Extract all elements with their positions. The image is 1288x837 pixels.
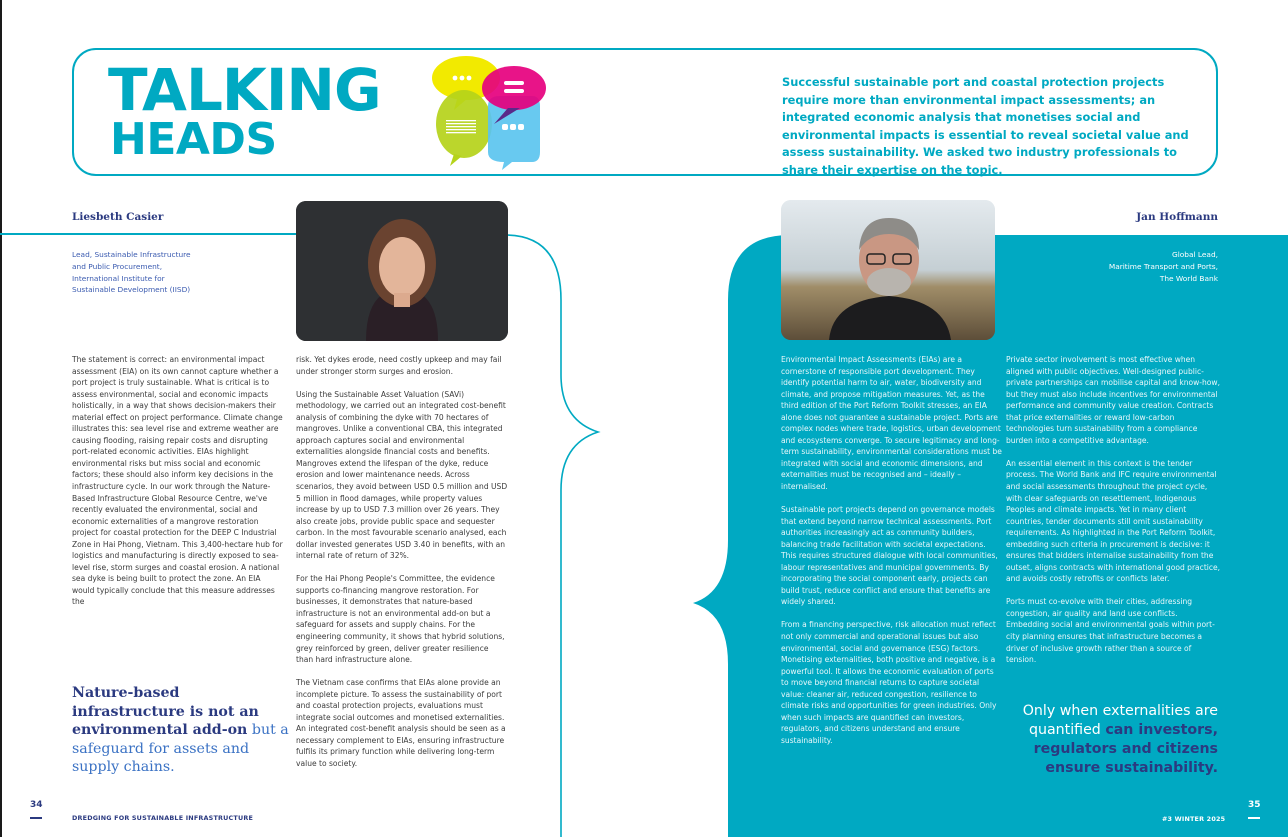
- paragraph: Ports must co-evolve with their cities, addressing congestion, air quality and land use conflicts. Embedding social and environmental goals within port-city planning ensures that infrastructure becomes a driver of inclusive growth rather than a source of tension.: [1006, 597, 1215, 665]
- paragraph: An essential element in this context is the tender process. The World Bank and IFC require environmental and social assessments throughout the project cycle, with clear safeguards on resettlement, Indigenous Peoples and climate impacts. Yet in many client countries, tender documents still omit sustainability requirements. As highlighted in the Port Reform Toolkit, embedding such criteria in procurement is decisive: it ensures that bidders internalise sustainability from the outset, aligns contracts with international good practice, and avoids costly retrofits or conflicts later.: [1006, 458, 1221, 584]
- paragraph: Sustainable port projects depend on governance models that extend beyond narrow technical assessments. Port authorities increasingly act as community builders, balancing trade facilitation with societal expectations. This requires structured dialogue with local communities, labour representatives and municipal governments. By incorporating the social component early, projects can build trust, reduce conflict and ensure that benefits are widely shared.: [781, 505, 998, 607]
- left-footer-label: DREDGING FOR SUSTAINABLE INFRASTRUCTURE: [72, 814, 254, 822]
- title-talking: TALKING: [108, 56, 381, 124]
- left-body-col1: [72, 354, 284, 620]
- paragraph: From a financing perspective, risk allocation must reflect not only commercial and operational issues but also environmental, social and governance (ESG) factors. Monetising externalities, both positive and negative, is a powerful tool. It allows the economic evaluation of ports to move beyond financial returns to capture societal value: cleaner air, reduced congestion, resilience to climate risks and opportunities for green industries. Only when such impacts are quantified can investors, regulators, and citizens understand and ensure sustainability.: [781, 620, 997, 745]
- portrait-photo-icon: [296, 201, 508, 341]
- role-line: Global Lead,: [1171, 250, 1218, 259]
- left-speaker-photo: [296, 201, 508, 341]
- right-speaker-name: Jan Hoffmann: [1136, 211, 1218, 223]
- paragraph: The Vietnam case confirms that EIAs alone provide an incomplete picture. To assess the sustainability of port and coastal protection projects, evaluations must integrate social outcomes and monetised externalities. An integrated cost-benefit analysis should be seen as a necessary complement to EIAs, ensuring infrastructure fulfils its primary function while delivering long-term value to society.: [296, 678, 506, 768]
- right-body-col2: [1006, 354, 1222, 677]
- right-footer-label: #3 WINTER 2025: [1162, 815, 1226, 823]
- paragraph: The statement is correct: an environmental impact assessment (EIA) on its own cannot capture whether a port project is truly sustainable. What is critical is to assess environmental, social and economic impacts holistically, in a way that shows decision-makers their material effect on project performance. Climate change illustrates this: sea level rise and extreme weather are causing flooding, raising repair costs and disrupting port-related economic activities. EIAs highlight environmental risks but miss social and economic factors; these should also inform key decisions in the infrastructure cycle. In our work through the Nature-Based Infrastructure Global Resource Centre, we've recently evaluated the environmental, social and economic externalities of a mangrove restoration project for coastal protection for the DEEP C Industrial Zone in Hai Phong, Vietnam. This 3,400-hectare hub for logistics and manufacturing is directly exposed to sea-level rise, storm surges and coastal erosion. A national sea dyke is being built to protect the zone. An EIA would typically conclude that this measure addresses the: [72, 355, 283, 607]
- pull-quote-strong: can investors, regulators and citizens ensure sustainability.: [1033, 722, 1218, 776]
- paragraph: Private sector involvement is most effective when aligned with public objectives. Well-designed public-private partnerships can mobilise capital and know-how, but they must also include incentives for environmental performance and community value creation. Contracts that price externalities or reward low-carbon technologies turn sustainability from a compliance burden into a competitive advantage.: [1006, 355, 1220, 445]
- paragraph: risk. Yet dykes erode, need costly upkeep and may fail under stronger storm surges and erosion.: [296, 355, 502, 376]
- left-speaker-role: [72, 249, 272, 296]
- pull-quote-light: Only when externalities are quantified: [1022, 703, 1218, 738]
- paragraph: Using the Sustainable Asset Valuation (SAVi) methodology, we carried out an integrated cost-benefit analysis of combining the dyke with 70 hectares of mangroves. Unlike a conventional CBA, this integrated approach captures social and environmental externalities alongside financial costs and benefits. Mangroves extend the lifespan of the dyke, reduce erosion and lower maintenance needs. Across scenarios, they avoid between USD 0.5 million and USD 5 million in flood damages, while property values increase by up to USD 7.3 million over 26 years. They also create jobs, provide public space and sequester carbon. In the most favourable scenario analysed, each dollar invested generates USD 3.40 in benefits, with an internal rate of return of 32%.: [296, 389, 508, 561]
- pull-quote-strong: Nature-based infrastructure is not an environmental add-on: [72, 685, 259, 738]
- left-divider: [0, 233, 296, 235]
- left-body-col2: [296, 354, 508, 781]
- left-pull-quote: [72, 684, 292, 777]
- role-line: and Public Procurement,: [72, 261, 163, 271]
- magenta-bubble: [482, 66, 546, 110]
- left-page-number: 34: [30, 800, 43, 810]
- paragraph: Environmental Impact Assessments (EIAs) are a cornerstone of responsible port development. They identify potential harm to air, water, biodiversity and climate, and propose mitigation measures. Yet, as the third edition of the Port Reform Toolkit stresses, an EIA alone does not guarantee a sustainable project. Ports are complex nodes where trade, logistics, urban development and ecosystems converge. To secure legitimacy and long-term sustainability, environmental considerations must be integrated with social and economic dimensions, and externalities must be recognised and – ideally – internalised.: [781, 355, 1002, 492]
- intro-text: Successful sustainable port and coastal protection projects require more than environmental impact assessments; an integrated economic analysis that monetises social and environmental impacts is essential to reveal societal value and assess sustainability. We asked two industry professionals to share their expertise on the topic.: [782, 75, 1189, 177]
- pull-quote-light: but a safeguard for assets and supply chains.: [72, 722, 289, 775]
- right-page-number: 35: [1248, 800, 1261, 810]
- paragraph: For the Hai Phong People's Committee, the evidence supports co-financing mangrove restoration. For businesses, it demonstrates that nature-based infrastructure is not an environmental add-on but a safeguard for assets and supply chains. For the engineering community, it shows that hybrid solutions, grey reinforced by green, deliver greater resilience than hard infrastructure alone.: [296, 574, 505, 665]
- role-line: Lead, Sustainable Infrastructure: [72, 250, 191, 259]
- right-pull-quote: [988, 702, 1218, 778]
- speech-bubbles-icon: [428, 54, 546, 170]
- left-page-bar: [30, 817, 42, 819]
- role-line: The World Bank: [1159, 273, 1218, 283]
- role-line: Sustainable Development (IISD): [72, 285, 191, 295]
- portrait-photo-icon: [781, 200, 995, 340]
- role-line: International Institute for: [72, 273, 165, 283]
- right-body-col1: [781, 354, 1003, 758]
- right-speaker-role: [1018, 249, 1218, 284]
- left-speaker-name: Liesbeth Casier: [72, 211, 164, 223]
- title-heads: HEADS: [110, 114, 277, 165]
- right-divider: [1000, 233, 1288, 235]
- right-page-bar: [1248, 817, 1260, 819]
- role-line: Maritime Transport and Ports,: [1108, 261, 1218, 271]
- right-speaker-photo: [781, 200, 995, 340]
